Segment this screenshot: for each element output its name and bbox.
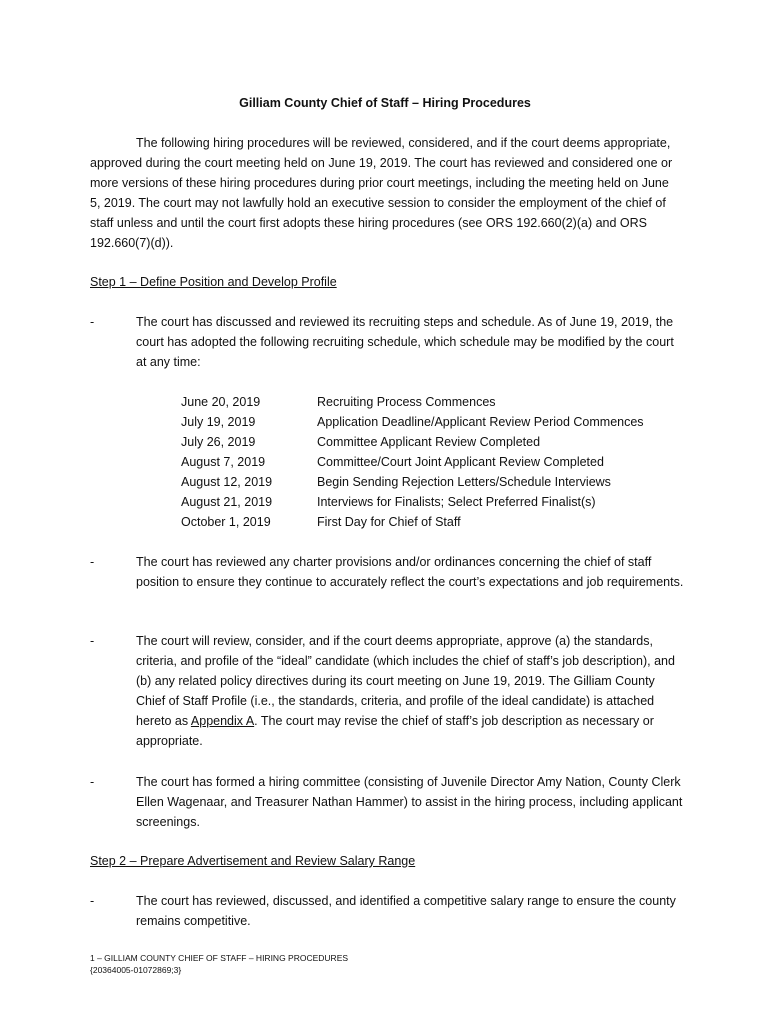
schedule-date: August 21, 2019 <box>181 495 273 509</box>
bullet-text: The court has formed a hiring committee (consisting of Juvenile Director Amy Nation, County Clerk Ellen Wagenaar, and Treasurer Nathan Hammer) to assist in the hiring process, including applicant screenings. <box>136 775 683 829</box>
schedule-date: June 20, 2019 <box>181 395 261 409</box>
schedule-event: Recruiting Process Commences <box>317 395 496 409</box>
step1-heading: Step 1 – Define Position and Develop Profile <box>90 275 337 289</box>
schedule-row <box>181 512 644 532</box>
bullet-text: The court has discussed and reviewed its recruiting steps and schedule. As of June 19, 2019, the court has adopted the following recruiting schedule, which schedule may be modified by the court at any time: <box>136 315 674 369</box>
bullet-text: The court has reviewed, discussed, and identified a competitive salary range to ensure the county remains competitive. <box>136 894 676 928</box>
step2-heading: Step 2 – Prepare Advertisement and Review Salary Range <box>90 854 416 868</box>
bullet-marker: - <box>90 775 95 789</box>
recruiting-schedule <box>181 392 644 532</box>
schedule-row <box>181 412 644 432</box>
schedule-date: July 19, 2019 <box>181 415 256 429</box>
schedule-row <box>181 472 644 492</box>
bullet-marker: - <box>90 894 95 908</box>
intro-paragraph <box>90 133 682 253</box>
bullet-text: The court has reviewed any charter provisions and/or ordinances concerning the chief of staff position to ensure they continue to accurately reflect the court’s expectations and job requirements. <box>136 555 684 589</box>
schedule-event: Application Deadline/Applicant Review Period Commences <box>317 415 644 429</box>
schedule-date: August 7, 2019 <box>181 455 266 469</box>
page-footer <box>90 952 348 976</box>
schedule-date: August 12, 2019 <box>181 475 273 489</box>
document-title: Gilliam County Chief of Staff – Hiring Procedures <box>239 96 531 110</box>
schedule-row <box>181 432 644 452</box>
schedule-row <box>181 452 644 472</box>
bullet-text <box>136 631 684 751</box>
bullet-text-part: . The court may revise the chief of staff’s job description as necessary or appropriate. <box>136 714 654 748</box>
intro-text: The following hiring procedures will be reviewed, considered, and if the court deems appropriate, approved during the court meeting held on June 19, 2019. The court has reviewed and considered one or more versions of these hiring procedures during prior court meetings, including the meeting held on June 5, 2019. The court may not lawfully hold an executive session to consider the employment of the chief of staff unless and until the court first adopts these hiring procedures (see ORS 192.660(2)(a) and ORS 192.660(7)(d)). <box>90 136 673 250</box>
appendix-a-link[interactable]: Appendix A <box>190 714 255 728</box>
schedule-date: July 26, 2019 <box>181 435 256 449</box>
bullet-text-part: The court will review, consider, and if the court deems appropriate, approve (a) the standards, criteria, and profile of the “ideal” candidate (which includes the chief of staff’s job description), and (b) any related policy directives during its court meeting on June 19, 2019. The Gilliam County Chief of Staff Profile (i.e., the standards, criteria, and profile of the ideal candidate) is attached hereto as <box>136 634 675 728</box>
schedule-row <box>181 492 644 512</box>
schedule-date: October 1, 2019 <box>181 515 271 529</box>
footer-doc-id: {20364005-01072869;3} <box>90 965 182 975</box>
schedule-event: Committee Applicant Review Completed <box>317 435 541 449</box>
schedule-event: Committee/Court Joint Applicant Review Completed <box>317 455 604 469</box>
schedule-row <box>181 392 644 412</box>
schedule-event: Begin Sending Rejection Letters/Schedule Interviews <box>317 475 611 489</box>
bullet-marker: - <box>90 634 95 648</box>
bullet-marker: - <box>90 555 95 569</box>
schedule-event: First Day for Chief of Staff <box>317 515 461 529</box>
footer-line: 1 – GILLIAM COUNTY CHIEF OF STAFF – HIRING PROCEDURES <box>90 953 349 963</box>
bullet-marker: - <box>90 315 95 329</box>
schedule-event: Interviews for Finalists; Select Preferred Finalist(s) <box>317 495 596 509</box>
